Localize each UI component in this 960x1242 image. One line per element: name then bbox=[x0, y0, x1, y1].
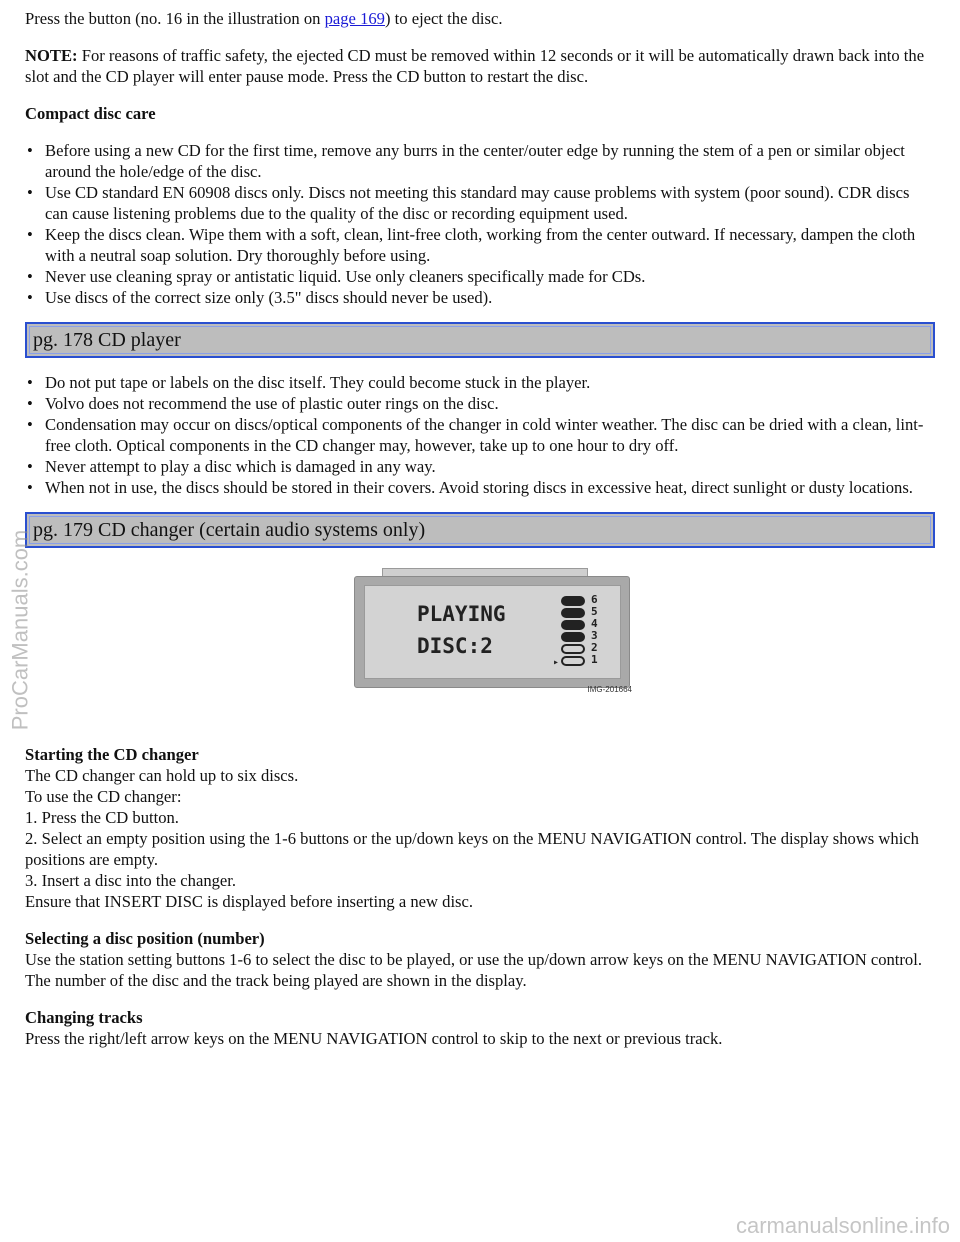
disc-slot-3-icon bbox=[561, 632, 585, 642]
bottom-watermark: carmanualsonline.info bbox=[735, 1213, 950, 1238]
starting-line: 2. Select an empty position using the 1-6 buttons or the up/down keys on the MENU NAVIGATION control. The display shows which positions are empty. bbox=[25, 829, 919, 869]
list-item: • Keep the discs clean. Wipe them with a soft, clean, lint-free cloth, working from the center outward. If necessary, dampen the cloth with a neutral soap solution. Dry thoroughly before using. bbox=[27, 225, 916, 265]
starting-line: The CD changer can hold up to six discs. bbox=[25, 766, 299, 785]
changing-section bbox=[25, 1007, 935, 1049]
disc-number: 2 bbox=[591, 641, 598, 654]
starting-line: 1. Press the CD button. bbox=[25, 808, 179, 827]
disc-slot-2-icon bbox=[561, 644, 585, 654]
disc-slot-1-icon bbox=[561, 656, 585, 666]
selecting-heading: Selecting a disc position (number) bbox=[25, 929, 265, 948]
care-list bbox=[25, 140, 935, 308]
starting-heading: Starting the CD changer bbox=[25, 745, 199, 764]
starting-line: 3. Insert a disc into the changer. bbox=[25, 871, 237, 890]
player-list bbox=[25, 372, 935, 498]
lcd-screen bbox=[364, 585, 621, 679]
list-item: • Never attempt to play a disc which is damaged in any way. bbox=[27, 457, 436, 476]
disc-number: 4 bbox=[591, 617, 598, 630]
eject-text-before: Press the button (no. 16 in the illustration on bbox=[25, 9, 325, 28]
section-banner-cd-changer: pg. 179 CD changer (certain audio systems only) bbox=[25, 512, 935, 548]
disc-number: 6 bbox=[591, 593, 598, 606]
disc-slot-4-icon bbox=[561, 620, 585, 630]
list-item: • Use discs of the correct size only (3.5" discs should never be used). bbox=[27, 288, 493, 307]
note-text: For reasons of traffic safety, the ejected CD must be removed within 12 seconds or it will be automatically drawn back into the slot and the CD player will enter pause mode. Press the CD button to restart the disc. bbox=[25, 46, 925, 86]
disc-slot-5-icon bbox=[561, 608, 585, 618]
note-paragraph bbox=[25, 45, 935, 87]
list-item: • Never use cleaning spray or antistatic liquid. Use only cleaners specifically made for CDs. bbox=[27, 267, 646, 286]
eject-text-after: ) to eject the disc. bbox=[384, 9, 503, 28]
disc-number: 5 bbox=[591, 605, 598, 618]
disc-number: 1 bbox=[591, 653, 598, 666]
display-bezel bbox=[354, 576, 630, 688]
starting-section bbox=[25, 744, 935, 912]
list-item: • When not in use, the discs should be stored in their covers. Avoid storing discs in excessive heat, direct sunlight or dusty locations. bbox=[27, 478, 913, 497]
eject-paragraph bbox=[25, 8, 935, 29]
changing-text: Press the right/left arrow keys on the MENU NAVIGATION control to skip to the next or previous track. bbox=[25, 1029, 723, 1048]
page-169-link[interactable]: page 169 bbox=[324, 9, 385, 28]
care-heading: Compact disc care bbox=[25, 104, 156, 123]
list-item: • Do not put tape or labels on the disc itself. They could become stuck in the player. bbox=[27, 373, 591, 392]
starting-line: Ensure that INSERT DISC is displayed before inserting a new disc. bbox=[25, 892, 474, 911]
section-banner-cd-player: pg. 178 CD player bbox=[25, 322, 935, 358]
list-item: • Volvo does not recommend the use of plastic outer rings on the disc. bbox=[27, 394, 499, 413]
changing-heading: Changing tracks bbox=[25, 1008, 143, 1027]
disc-slot-6-icon bbox=[561, 596, 585, 606]
disc-number: 3 bbox=[591, 629, 598, 642]
lcd-disc-text: DISC:2 bbox=[417, 634, 493, 658]
selecting-text: Use the station setting buttons 1-6 to select the disc to be played, or use the up/down arrow keys on the MENU NAVIGATION control. The number of the disc and the track being played are shown in the display. bbox=[25, 950, 922, 990]
starting-line: To use the CD changer: bbox=[25, 787, 182, 806]
list-item: • Use CD standard EN 60908 discs only. Discs not meeting this standard may cause problems with system (poor sound). CDR discs can cause listening problems due to the quality of the disc or recording equipment used. bbox=[27, 183, 910, 223]
list-item: • Before using a new CD for the first time, remove any burrs in the center/outer edge by running the stem of a pen or similar object around the hole/edge of the disc. bbox=[27, 141, 905, 181]
side-watermark: ProCarManuals.com bbox=[7, 529, 33, 731]
current-disc-arrow-icon: ▸ bbox=[553, 657, 560, 668]
lcd-status-text: PLAYING bbox=[417, 602, 506, 626]
list-item: • Condensation may occur on discs/optical components of the changer in cold winter weather. The disc can be dried with a clean, lint-free cloth. Optical components in the CD changer may, however, take up to one hour to dry off. bbox=[27, 415, 924, 455]
note-label: NOTE: bbox=[25, 46, 78, 65]
cd-changer-display-illustration bbox=[354, 568, 634, 700]
manual-page bbox=[25, 9, 935, 1049]
selecting-section bbox=[25, 928, 935, 991]
image-id-label: IMG-201664 bbox=[587, 685, 632, 694]
disc-magazine-indicator bbox=[553, 592, 613, 672]
